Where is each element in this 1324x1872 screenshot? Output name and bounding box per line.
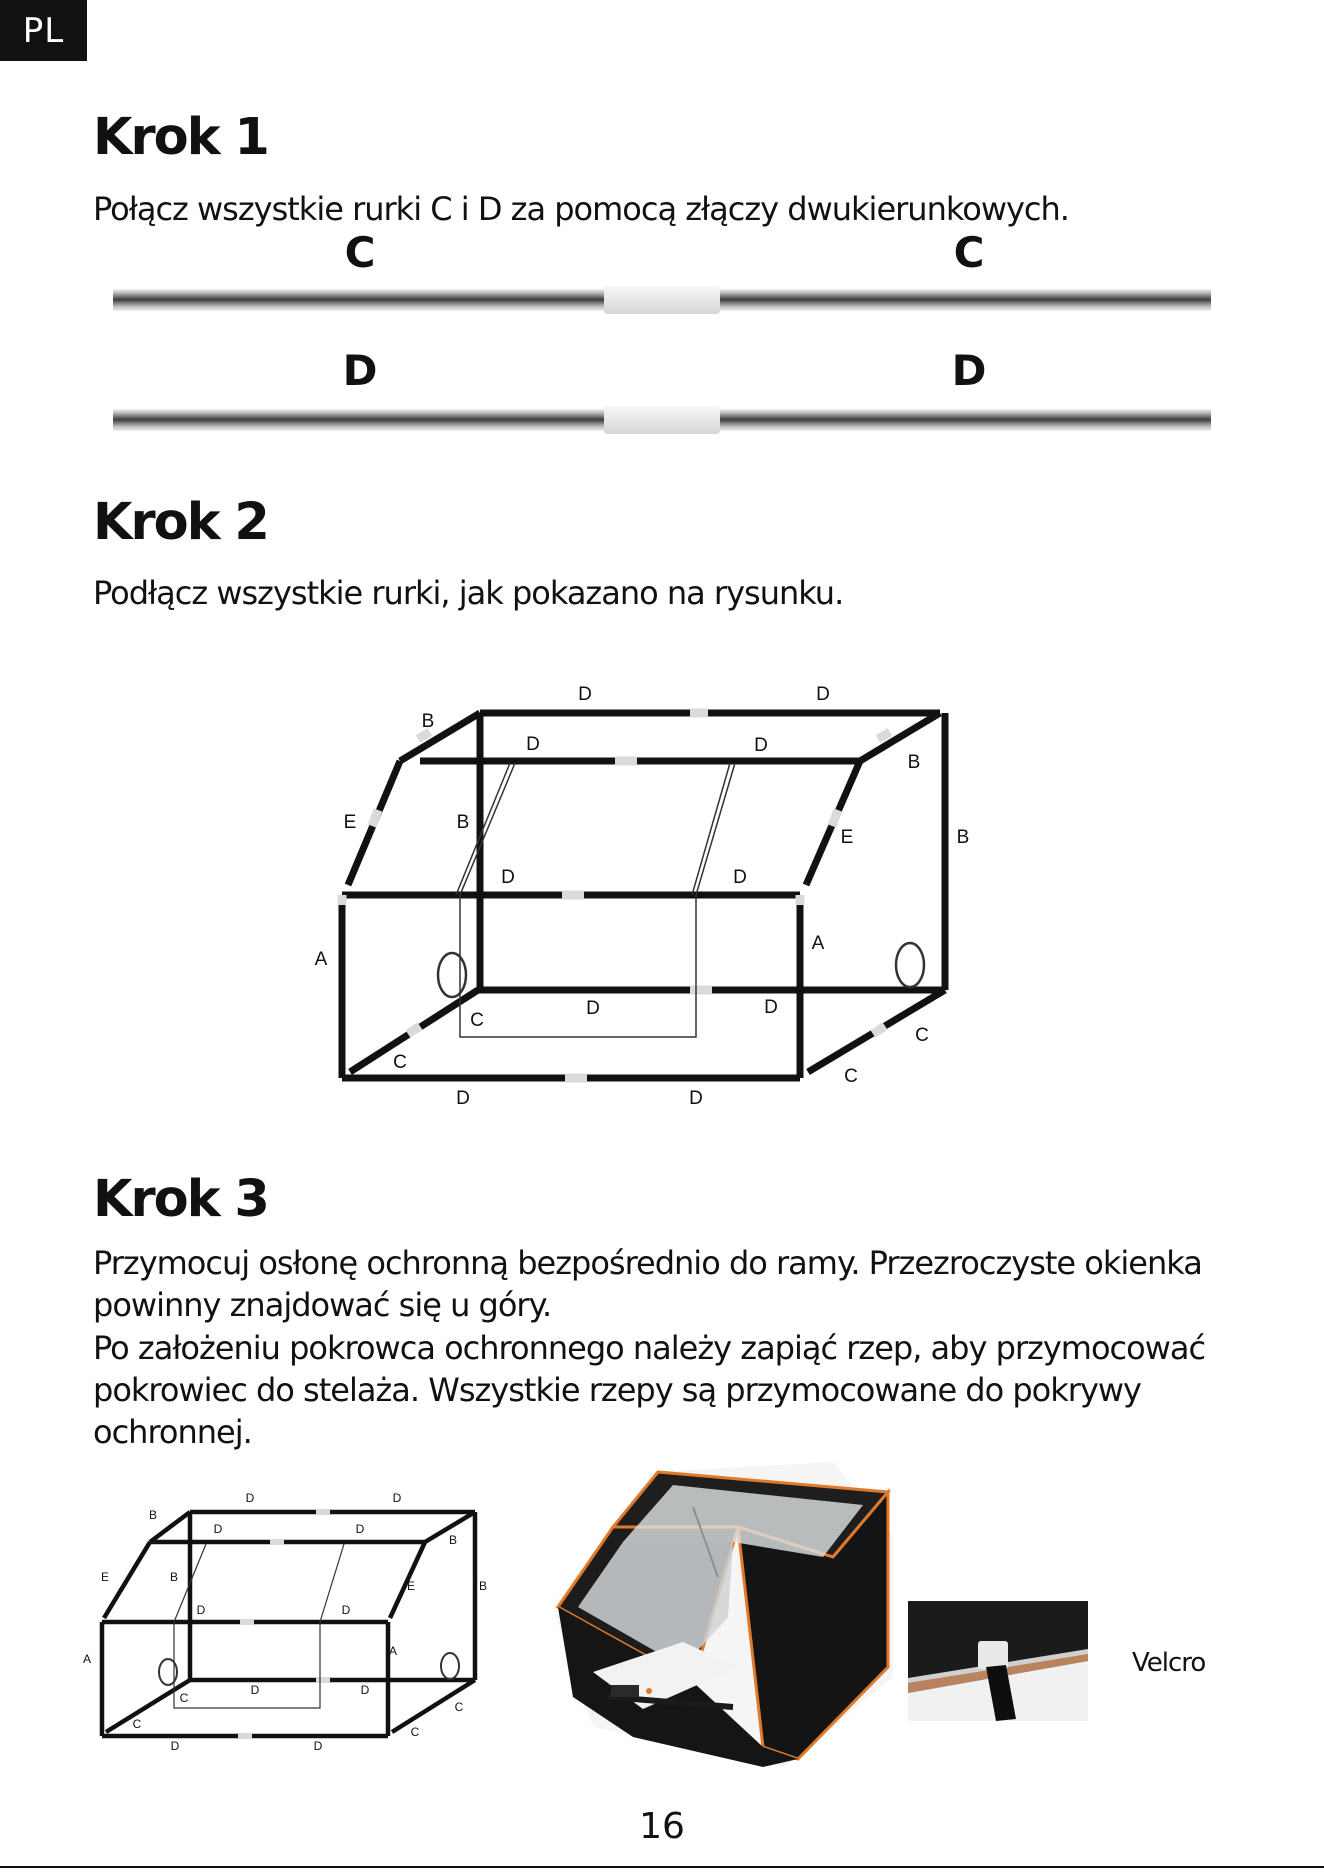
label-front-left-a: A	[314, 949, 328, 970]
label-top-front-right: D	[754, 735, 768, 756]
small-label-front-right-a: A	[388, 1644, 398, 1658]
label-top-back-right: D	[816, 684, 830, 705]
label-top-left-slant: B	[421, 711, 435, 732]
connector-d	[604, 406, 720, 434]
label-top-right-slant: B	[907, 752, 921, 773]
step-3-title: Krok 3	[93, 1170, 268, 1229]
step-1-text: Połącz wszystkie rurki C i D za pomocą złączy dwukierunkowych.	[93, 190, 1069, 228]
tube-label-d-left: D	[342, 346, 378, 395]
step-3-text: Przymocuj osłonę ochronną bezpośrednio do ramy. Przezroczyste okienka powinny znajdować się u góry.	[93, 1244, 1202, 1324]
velcro-label: Velcro	[1132, 1648, 1206, 1678]
small-label-top-back-left: D	[245, 1491, 255, 1505]
page-number: 16	[639, 1806, 685, 1847]
label-inner-left-b: B	[456, 812, 470, 833]
small-label-top-right-slant: B	[448, 1533, 458, 1547]
frame-diagram	[300, 670, 1000, 1109]
label-side-left-e: E	[343, 812, 357, 833]
label-bottom-right-c2: C	[844, 1066, 858, 1087]
frame-diagram-small	[82, 1485, 488, 1755]
label-bottom-front-right: D	[689, 1088, 703, 1109]
label-bottom-back-right: D	[764, 997, 778, 1018]
small-label-bottom-left-c2: C	[132, 1717, 142, 1731]
label-mid-right-d: D	[733, 867, 747, 888]
step-3-text-2: Po założeniu pokrowca ochronnego należy zapiąć rzep, aby przymocować pokrowiec do stelaża. Wszystkie rzepy są przymocowane do pokrywy ochronnej.	[93, 1329, 1206, 1451]
label-right-back-b: B	[956, 827, 970, 848]
small-label-mid-right-d: D	[341, 1603, 351, 1617]
tube-label-c-left: C	[344, 228, 376, 277]
label-bottom-left-c2: C	[393, 1052, 407, 1073]
connector-c	[604, 286, 720, 314]
small-label-bottom-back-right: D	[360, 1683, 370, 1697]
label-top-front-left: D	[526, 734, 540, 755]
label-bottom-back-left: D	[586, 998, 600, 1019]
label-side-right-e: E	[840, 827, 854, 848]
tube-label-d-right: D	[951, 346, 987, 395]
small-label-top-back-right: D	[392, 1491, 402, 1505]
page-bottom-rule	[0, 1866, 1324, 1868]
small-label-bottom-right-c1: C	[454, 1700, 464, 1714]
tube-label-c-right: C	[953, 228, 985, 277]
velcro-photo	[908, 1601, 1088, 1721]
label-bottom-front-left: D	[456, 1088, 470, 1109]
label-mid-left-d: D	[501, 867, 515, 888]
small-label-front-left-a: A	[82, 1652, 92, 1666]
label-bottom-left-c1: C	[470, 1010, 484, 1031]
small-label-top-left-slant: B	[148, 1508, 158, 1522]
small-label-right-back-b: B	[478, 1579, 488, 1593]
small-label-bottom-front-right: D	[313, 1739, 323, 1753]
enclosure-photo	[533, 1447, 893, 1779]
small-label-bottom-front-left: D	[170, 1739, 180, 1753]
small-label-bottom-left-c1: C	[179, 1691, 189, 1705]
small-label-side-right-e: E	[406, 1579, 416, 1593]
small-label-bottom-right-c2: C	[410, 1725, 420, 1739]
label-front-right-a: A	[811, 933, 825, 954]
step-2-title: Krok 2	[93, 493, 268, 552]
small-label-bottom-back-left: D	[250, 1683, 260, 1697]
small-label-side-left-e: E	[100, 1570, 110, 1584]
small-label-top-front-right: D	[355, 1522, 365, 1536]
label-top-back-left: D	[578, 684, 592, 705]
small-label-mid-left-d: D	[196, 1603, 206, 1617]
label-bottom-right-c1: C	[915, 1025, 929, 1046]
step-1-title: Krok 1	[93, 108, 268, 167]
small-label-inner-left-b: B	[169, 1570, 179, 1584]
small-label-top-front-left: D	[213, 1522, 223, 1536]
language-badge: PL	[0, 0, 87, 61]
step-2-text: Podłącz wszystkie rurki, jak pokazano na rysunku.	[93, 574, 844, 612]
